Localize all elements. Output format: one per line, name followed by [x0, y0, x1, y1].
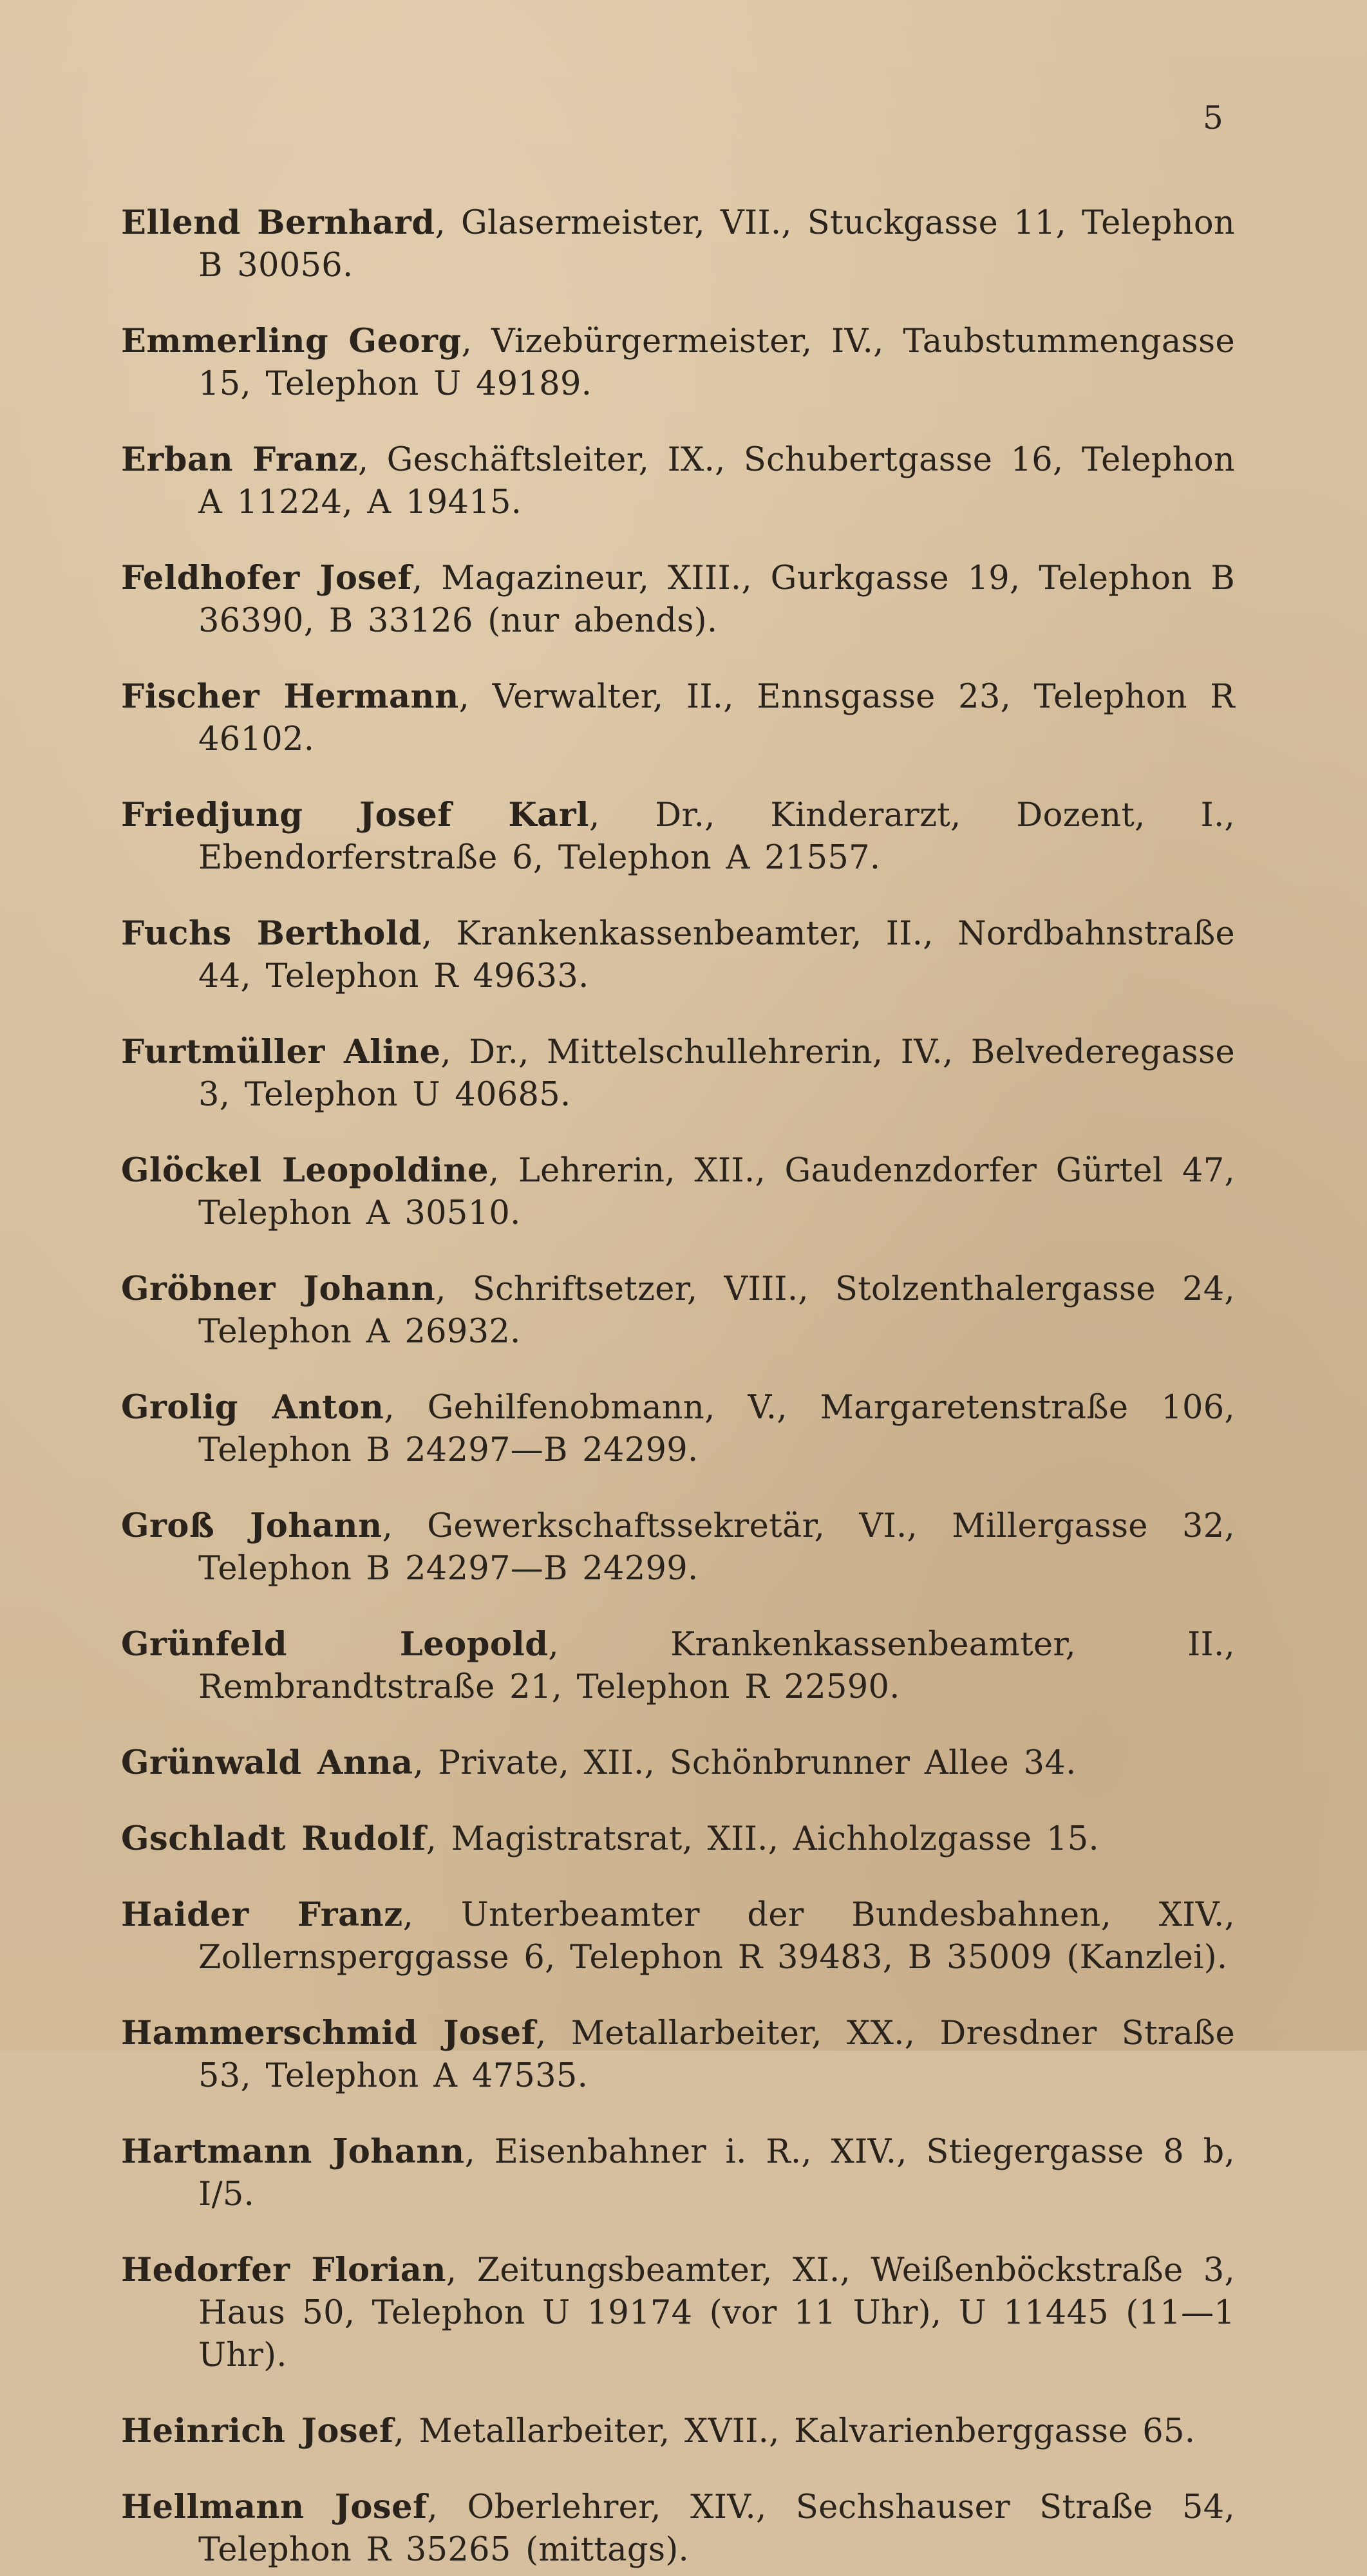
entry-details: , Dr., Kinderarzt, Dozent, I., Ebendorferstraße 6, Telephon A 21557. — [198, 796, 1235, 877]
directory-entry — [121, 438, 1235, 524]
entry-details: , Zeitungsbeamter, XI., Weißenböckstraße 3, Haus 50, Telephon U 19174 (vor 11 Uhr), U 11445 (11—1 Uhr). — [198, 2252, 1235, 2374]
entry-name: Furtmüller Aline — [121, 1033, 441, 1071]
page-number: 5 — [1203, 99, 1223, 136]
entry-details: , Krankenkassenbeamter, II., Nordbahnstraße 44, Telephon R 49633. — [198, 915, 1235, 995]
entry-name: Glöckel Leopoldine — [121, 1151, 489, 1190]
entry-name: Erban Franz — [121, 440, 358, 479]
entry-details: , Schriftsetzer, VIII., Stolzenthalergasse 24, Telephon A 26932. — [198, 1270, 1235, 1351]
directory-entry — [121, 2486, 1235, 2571]
entry-name: Hammerschmid Josef — [121, 2014, 536, 2053]
entry-details: , Magazineur, XIII., Gurkgasse 19, Telephon B 36390, B 33126 (nur abends). — [198, 559, 1235, 640]
directory-entry — [121, 202, 1235, 287]
directory-entry — [121, 1623, 1235, 1709]
entry-name: Emmerling Georg — [121, 322, 462, 361]
entry-name: Gschladt Rudolf — [121, 1819, 426, 1858]
entry-name: Groß Johann — [121, 1507, 382, 1545]
entry-name: Hellmann Josef — [121, 2488, 428, 2526]
entry-name: Grolig Anton — [121, 1388, 384, 1427]
directory-entry — [121, 2130, 1235, 2216]
directory-entry — [121, 912, 1235, 998]
entry-name: Haider Franz — [121, 1895, 403, 1934]
entry-name: Grünwald Anna — [121, 1744, 413, 1782]
directory-entry — [121, 1268, 1235, 1353]
entry-details: , Gewerkschaftssekretär, VI., Millergasse 32, Telephon B 24297—B 24299. — [198, 1507, 1235, 1588]
entry-details: , Oberlehrer, XIV., Sechshauser Straße 54, Telephon R 35265 (mittags). — [198, 2488, 1235, 2569]
entry-details: , Dr., Mittelschullehrerin, IV., Belvederegasse 3, Telephon U 40685. — [198, 1033, 1235, 1114]
entry-details: , Geschäftsleiter, IX., Schubertgasse 16, Telephon A 11224, A 19415. — [198, 441, 1235, 522]
entry-details: , Krankenkassenbeamter, II., Rembrandtstraße 21, Telephon R 22590. — [198, 1626, 1236, 1706]
directory-entry — [121, 675, 1235, 761]
directory-entry — [121, 557, 1235, 643]
directory-entry — [121, 1031, 1235, 1116]
directory-entries — [121, 169, 1235, 2576]
entry-details: , Gehilfenobmann, V., Margaretenstraße 106, Telephon B 24297—B 24299. — [198, 1389, 1235, 1469]
entry-name: Friedjung Josef Karl — [121, 796, 589, 834]
directory-entry — [121, 2012, 1235, 2098]
entry-details: , Glasermeister, VII., Stuckgasse 11, Telephon B 30056. — [198, 204, 1235, 285]
entry-details: , Verwalter, II., Ennsgasse 23, Telephon R 46102. — [198, 678, 1236, 758]
directory-entry — [121, 320, 1235, 406]
entry-name: Hedorfer Florian — [121, 2251, 446, 2289]
entry-name: Grünfeld Leopold — [121, 1625, 549, 1664]
entry-name: Fischer Hermann — [121, 677, 459, 716]
directory-entry — [121, 1894, 1235, 1979]
entry-name: Heinrich Josef — [121, 2412, 394, 2450]
entry-name: Gröbner Johann — [121, 1270, 436, 1308]
entry-details: , Lehrerin, XII., Gaudenzdorfer Gürtel 47, Telephon A 30510. — [198, 1152, 1235, 1232]
directory-entry — [121, 2249, 1235, 2377]
entry-details: , Vizebürgermeister, IV., Taubstummengasse 15, Telephon U 49189. — [198, 323, 1235, 403]
entry-details: , Unterbeamter der Bundesbahnen, XIV., Zollernsperggasse 6, Telephon R 39483, B 35009 (Kanzlei). — [198, 1896, 1235, 1977]
entry-name: Ellend Bernhard — [121, 203, 435, 242]
directory-entry — [121, 2410, 1235, 2453]
entry-details: , Magistratsrat, XII., Aichholzgasse 15. — [426, 1820, 1099, 1858]
entry-details: , Metallarbeiter, XX., Dresdner Straße 53, Telephon A 47535. — [198, 2015, 1235, 2095]
entry-details: , Eisenbahner i. R., XIV., Stiegergasse 8 b, I/5. — [198, 2133, 1235, 2214]
entry-name: Feldhofer Josef — [121, 559, 412, 597]
entry-details: , Metallarbeiter, XVII., Kalvarienberggasse 65. — [393, 2412, 1196, 2450]
entry-name: Hartmann Johann — [121, 2132, 465, 2171]
entry-name: Fuchs Berthold — [121, 914, 422, 953]
entry-details: , Private, XII., Schönbrunner Allee 34. — [413, 1744, 1077, 1782]
directory-entry — [121, 1818, 1235, 1861]
directory-entry — [121, 1386, 1235, 1472]
directory-entry — [121, 1505, 1235, 1590]
directory-entry — [121, 794, 1235, 879]
directory-entry — [121, 1742, 1235, 1785]
directory-entry — [121, 1149, 1235, 1235]
